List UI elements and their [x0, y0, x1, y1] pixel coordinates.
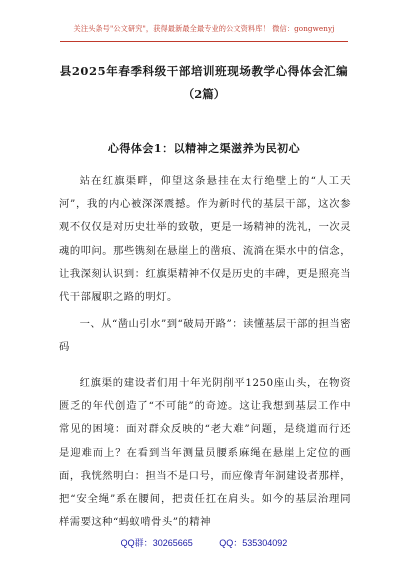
header-banner: 关注头条号"公文研究"，获得最新最全最专业的公文资料库！ 微信：gongwenyj [73, 24, 335, 33]
footer-contact [0, 536, 408, 549]
body-subheading: 一、从“凿山引水”到“破局开路”：读懂基层干部的担当密码 [59, 318, 351, 354]
qq-number: 535304092 [242, 538, 288, 548]
document-title: 县2025年春季科级干部培训班现场教学心得体会汇编 [59, 64, 349, 78]
qq-group [121, 538, 193, 548]
qq-label: QQ： [219, 538, 243, 548]
qq-group-label: QQ群： [120, 538, 153, 548]
section-heading: 心得体会1：以精神之渠滋养为民初心 [107, 142, 301, 155]
document-subtitle: （2篇） [182, 87, 226, 101]
qq-contact [219, 538, 287, 548]
qq-group-number: 30265665 [152, 538, 193, 548]
body-paragraph: 红旗渠的建设者们用十年光阴削平1250座山头，在物资匮乏的年代创造了“不可能”的奇迹。这让我想到基层工作中常见的困境：面对群众反映的“老大难”问题，是绕道而行还是迎难而上？在看到当年测量员腰系麻绳在悬崖上定位的画面，我恍然明白：担当不是口号，而应像青年洞建设者那样，把“安全绳”系在腰间，把责任扛在肩头。如今的基层治理同样需要这种“蚂蚁啃骨头”的精神 [59, 377, 351, 529]
body-paragraph: 站在红旗渠畔，仰望这条悬挂在太行绝壁上的“人工天河”，我的内心被深深震撼。作为新时代的基层干部，这次参观不仅仅是对历史壮举的致敬，更是一场精神的洗礼，一次灵魂的叩问。那些镌刻在悬崖上的凿痕、流淌在渠水中的信念，让我深刻认识到：红旗渠精神不仅是历史的丰碑，更是照亮当代干部履职之路的明灯。 [59, 175, 351, 304]
header-divider [60, 41, 348, 42]
